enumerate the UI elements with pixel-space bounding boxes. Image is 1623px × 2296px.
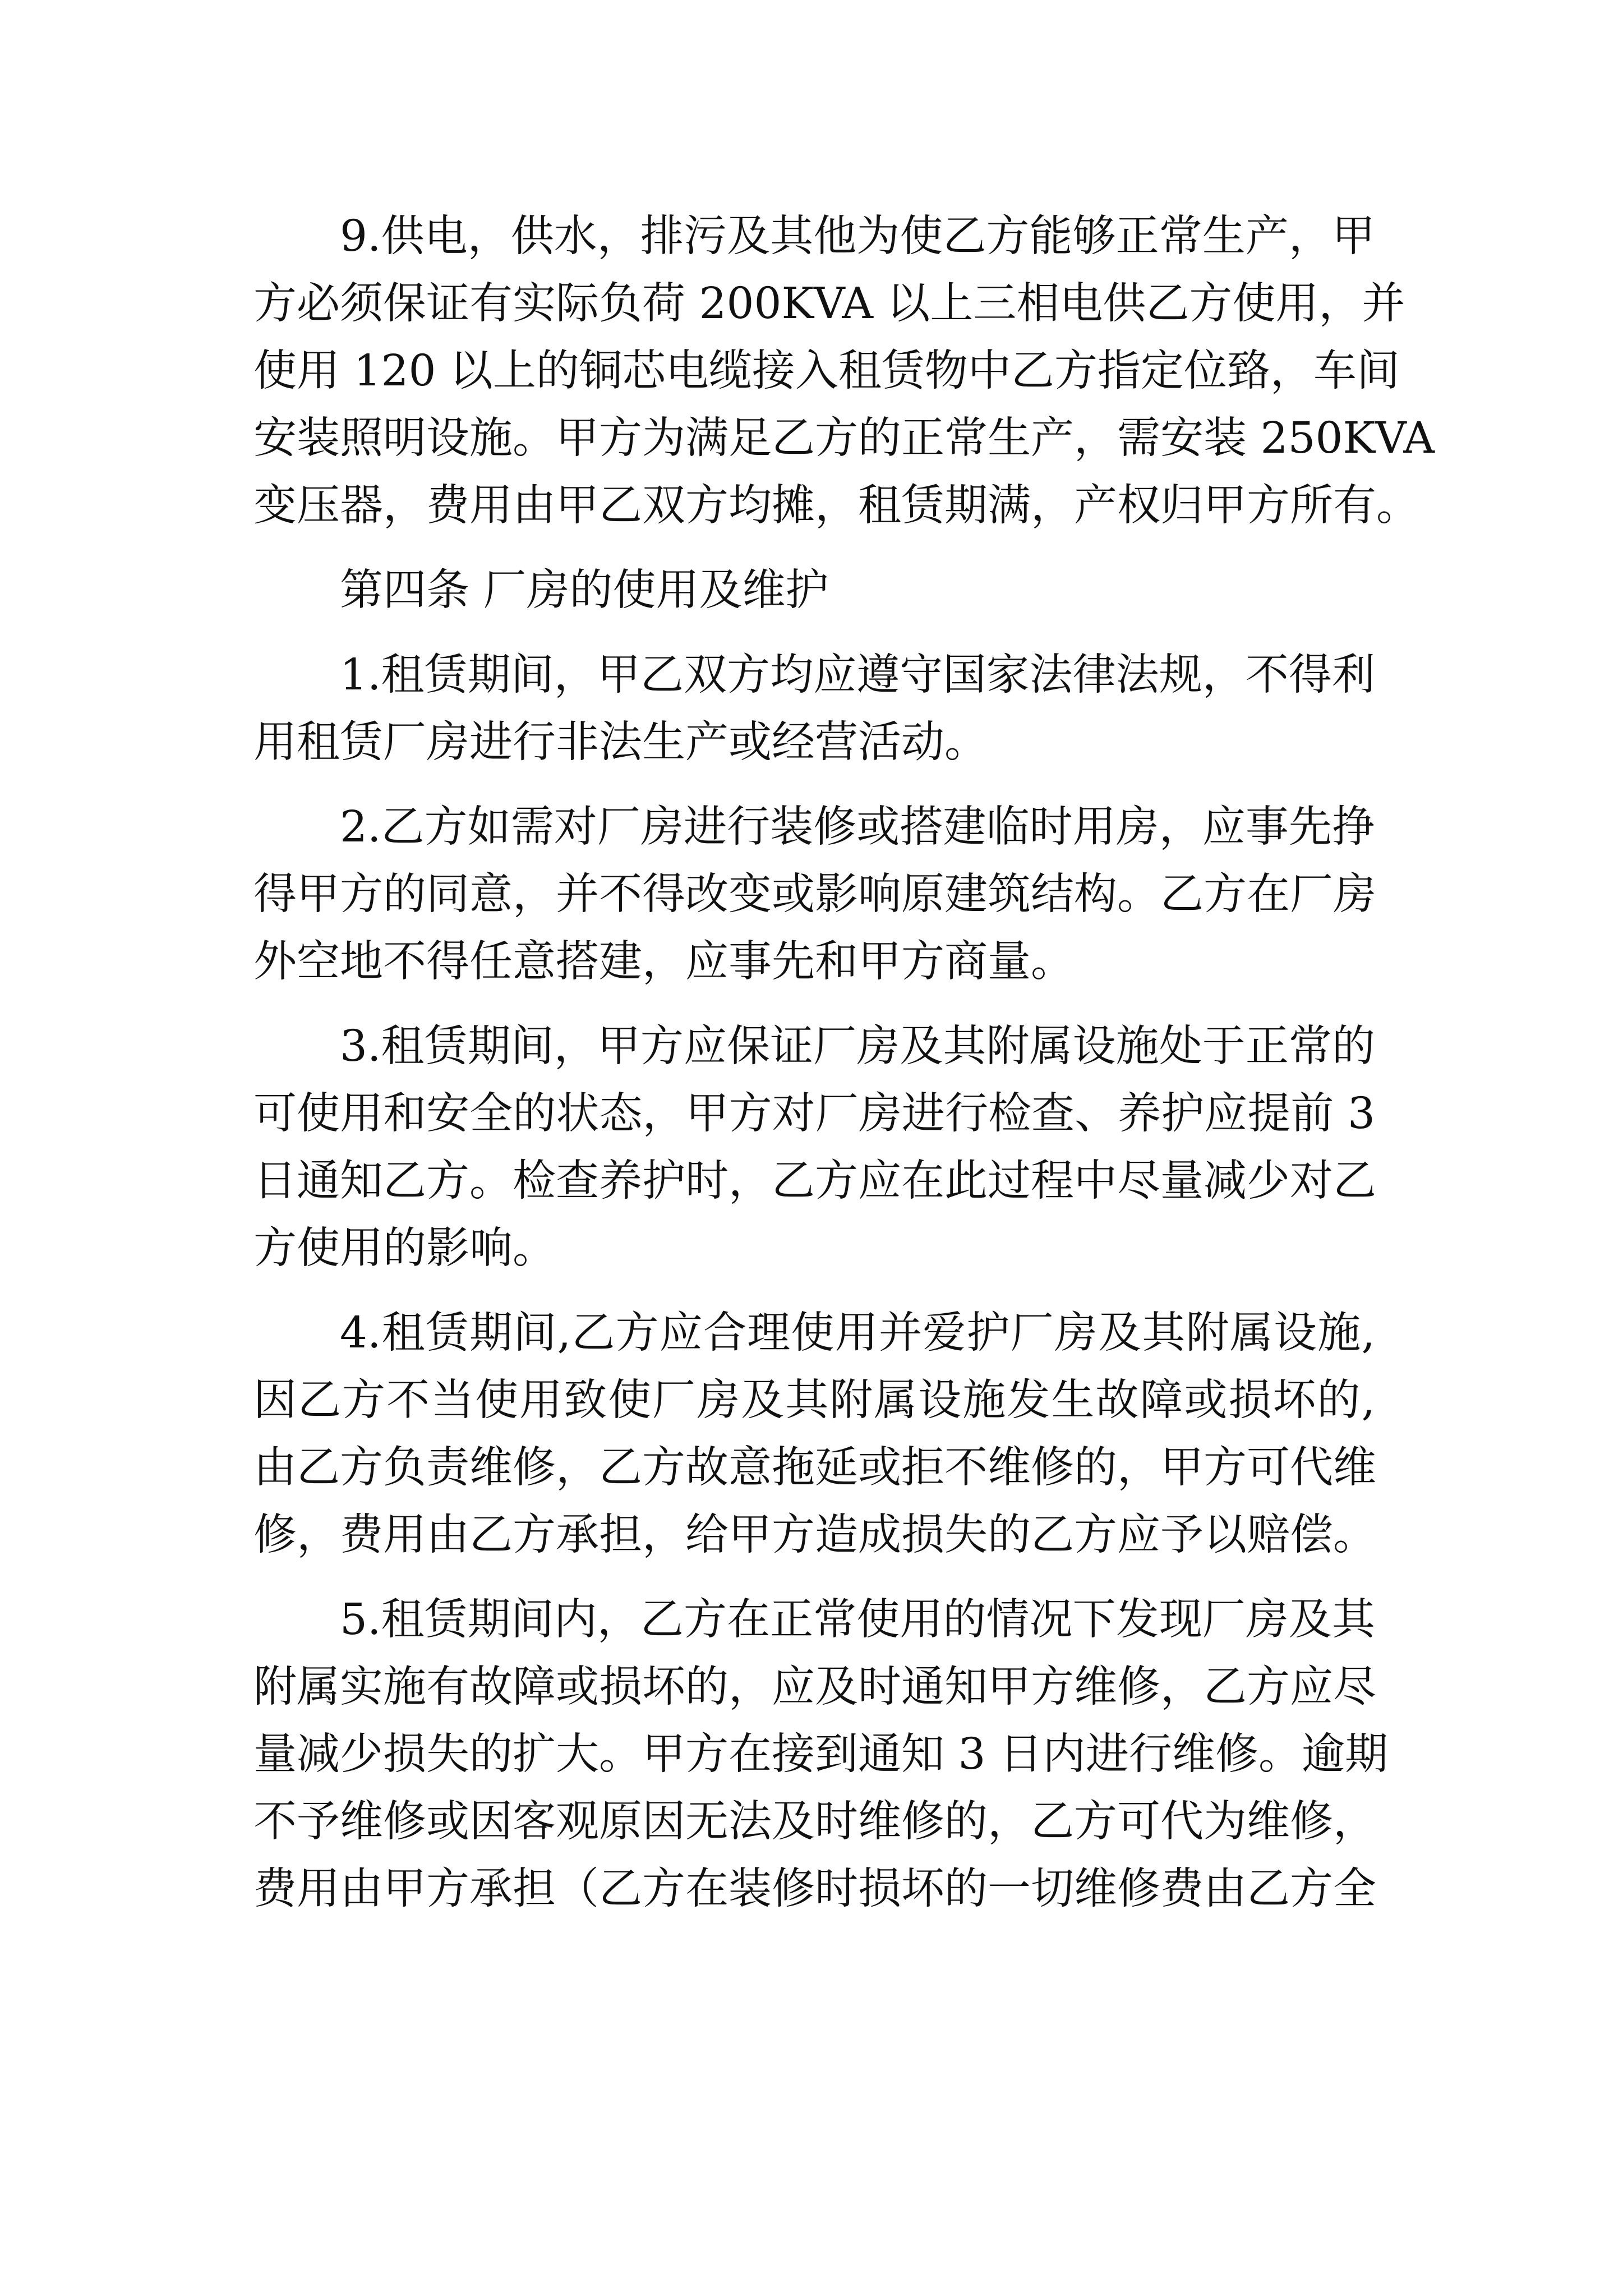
- text-line: 得甲方的同意，并不得改变或影响原建筑结构。乙方在厂房: [253, 869, 1376, 919]
- text-line: 4.租赁期间,乙方应合理使用并爱护厂房及其附属设施,: [340, 1308, 1375, 1358]
- clause-9-paragraph: [253, 203, 1435, 540]
- text-line: 量减少损失的扩大。甲方在接到通知 3 日内进行维修。逾期: [253, 1729, 1388, 1779]
- clause-2-paragraph: [253, 794, 1375, 996]
- clause-4-paragraph: [253, 1300, 1375, 1569]
- text-line: 附属实施有故障或损坏的，应及时通知甲方维修，乙方应尽: [253, 1662, 1376, 1712]
- text-line: 1.租赁期间，甲乙双方均应遵守国家法律法规，不得利: [340, 650, 1375, 700]
- text-line: 修，费用由乙方承担，给甲方造成损失的乙方应予以赔偿。: [253, 1510, 1376, 1560]
- text-line: 方使用的影响。: [253, 1223, 556, 1273]
- text-line: 可使用和安全的状态，甲方对厂房进行检查、养护应提前 3: [253, 1089, 1375, 1139]
- text-line: 由乙方负责维修，乙方故意拖延或拒不维修的，甲方可代维: [253, 1443, 1376, 1493]
- clause-3-paragraph: [253, 1013, 1375, 1282]
- text-line: 9.供电，供水，排污及其他为使乙方能够正常生产，甲: [340, 211, 1375, 261]
- text-line: 日通知乙方。检查养护时，乙方应在此过程中尽量减少对乙: [253, 1156, 1376, 1206]
- text-line: 使用 120 以上的铜芯电缆接入租赁物中乙方指定位臵，车间: [253, 346, 1400, 396]
- text-line: 3.租赁期间，甲方应保证厂房及其附属设施处于正常的: [340, 1022, 1375, 1071]
- text-line: 安装照明设施。甲方为满足乙方的正常生产，需安装 250KVA: [253, 413, 1435, 463]
- contract-body: [253, 203, 1435, 1923]
- article-four-heading: [253, 557, 1375, 624]
- text-line: 用租赁厂房进行非法生产或经营活动。: [253, 717, 988, 767]
- text-line: 不予维修或因客观原因无法及时维修的，乙方可代为维修，: [253, 1797, 1376, 1847]
- text-line: 5.租赁期间内，乙方在正常使用的情况下发现厂房及其: [340, 1595, 1375, 1645]
- text-line: 2.乙方如需对厂房进行装修或搭建临时用房，应事先挣: [340, 802, 1375, 852]
- clause-1-paragraph: [253, 642, 1375, 776]
- section-heading: 第四条 厂房的使用及维护: [340, 565, 829, 615]
- text-line: 外空地不得任意搭建，应事先和甲方商量。: [253, 937, 1074, 987]
- text-line: 变压器，费用由甲乙双方均摊，租赁期满，产权归甲方所有。: [253, 481, 1419, 531]
- text-line: 方必须保证有实际负荷 200KVA 以上三相电供乙方使用，并: [253, 279, 1405, 329]
- clause-5-paragraph: [253, 1586, 1388, 1923]
- text-line: 因乙方不当使用致使厂房及其附属设施发生故障或损坏的,: [253, 1375, 1375, 1425]
- text-line: 费用由甲方承担（乙方在装修时损坏的一切维修费由乙方全: [253, 1864, 1376, 1914]
